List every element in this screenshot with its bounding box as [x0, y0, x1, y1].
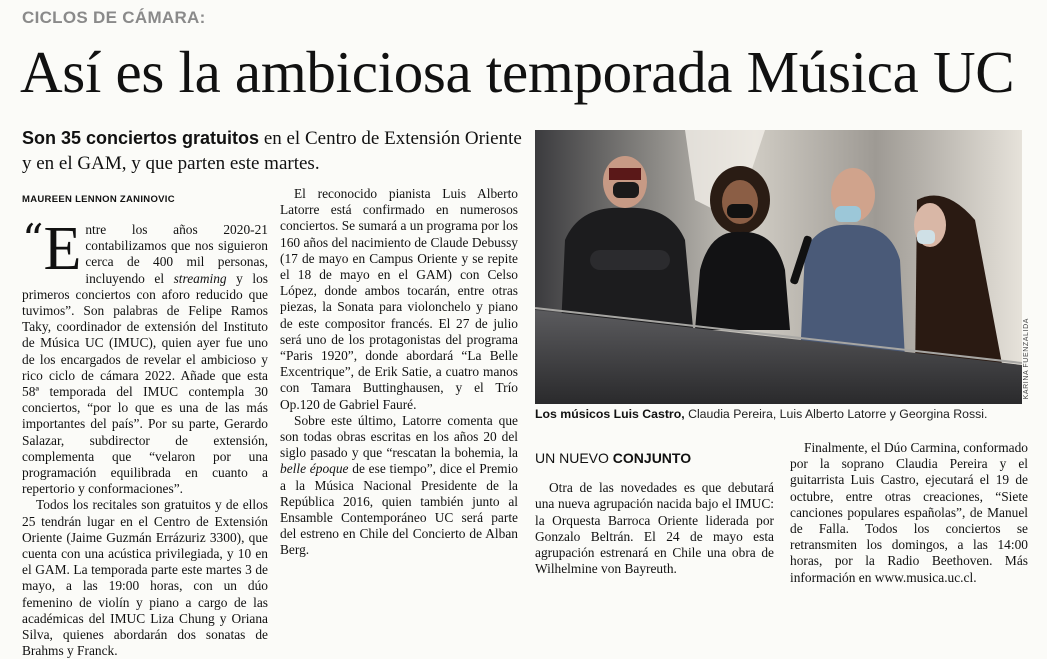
- musicians-photo: [535, 130, 1022, 404]
- paragraph-4-text-a: Sobre este último, Latorre comenta que son todas obras escritas en los años 20 del siglo pasado y que “rescatan la bohemia, la: [280, 412, 518, 461]
- byline: MAUREEN LENNON ZANINOVIC: [22, 194, 175, 205]
- section-kicker: CICLOS DE CÁMARA:: [22, 8, 206, 27]
- paragraph-1-emphasis: streaming: [173, 270, 227, 286]
- paragraph-4-text-b: de ese tiempo”, dice el Premio a la Música Nacional Presidente de la República 2016, quien también junto al Ensamble Contemporáneo UC será parte del estreno en Chile del Concierto de Alban Berg.: [280, 461, 518, 558]
- photo-credit: KARINA FUENZALIDA: [1023, 318, 1030, 400]
- caption-bold: Los músicos Luis Castro,: [535, 407, 685, 421]
- paragraph-5: Otra de las novedades es que debutará una nueva agrupación nacida bajo el IMUC: la Orquesta Barroca Oriente liderada por Gonzalo Beltrán. El 24 de mayo esta agrupación estrenará en Chile una obra de Wilhelmine von Bayreuth.: [535, 480, 774, 577]
- paragraph-1-text-b: y los primeros conciertos con aforo reducido que tuvimos”. Son palabras de Felipe Ramos Taky, coordinador de extensión del Instituto de Música UC (IMUC), quien ayer fue uno de los encargados de revelar el ambicioso y rico ciclo de cámara 2022. Añade que esta 58ª temporada del IMUC contempla 30 conciertos, “por lo que es una de las más importantes del país”. Por su parte, Gerardo Salazar, subdirector de extensión, complementa que “velaron por una programación equilibrada en cuanto a repertorio y conformaciones”.: [22, 270, 268, 497]
- lead-rest: en el Centro de Extensión Oriente y en el GAM, y que parten este martes.: [22, 128, 522, 174]
- paragraph-2: Todos los recitales son gratuitos y de ellos 25 tendrán lugar en el Centro de Extensión Oriente (Jaime Guzmán Errázuriz 3300), que cuenta con una acústica privilegiada, y 10 en el GAM. La temporada parte este martes 3 de mayo, a las 19:00 horas, con un dúo femenino de violín y piano a cargo de las académicas del IMUC Liza Chung y Oriana Silva, quienes abordarán dos sonatas de Brahms y Franck.: [22, 497, 268, 659]
- column-2: [280, 186, 518, 559]
- headline: Así es la ambiciosa temporada Música UC: [20, 39, 1015, 105]
- musicians-photo-illustration: [535, 130, 1022, 404]
- paragraph-4-emphasis: belle époque: [280, 461, 349, 477]
- photo-caption: [535, 407, 1035, 421]
- paragraph-4: [280, 413, 518, 559]
- caption-rest: Claudia Pereira, Luis Alberto Latorre y Georgina Rossi.: [684, 407, 988, 421]
- paragraph-3: El reconocido pianista Luis Alberto Latorre está confirmado en numerosos conciertos. Se sumará a un programa por los 160 años del nacimiento de Claude Debussy (17 de mayo en Campus Oriente y se repite el 18 de mayo en el GAM) con Celso López, donde ambos tocarán, entre otras piezas, la Sonata para violonchelo y piano de este compositor francés. El 27 de julio será uno de los protagonistas del programa “Paris 1920”, donde abordará “La Belle Excentrique”, de Erik Satie, a cuatro manos con Tamara Buttinghausen, y el Trío Op.120 de Gabriel Fauré.: [280, 186, 518, 412]
- subheading: [535, 450, 774, 466]
- subheading-light: UN NUEVO: [535, 450, 613, 466]
- subheading-bold: CONJUNTO: [612, 450, 692, 466]
- opening-quote-mark: “: [22, 215, 44, 264]
- drop-cap: E: [43, 215, 82, 283]
- column-4: [790, 440, 1028, 586]
- lead-paragraph: [22, 126, 527, 176]
- column-3: [535, 440, 774, 577]
- lead-bold: Son 35 conciertos gratuitos: [22, 128, 260, 148]
- paragraph-6: Finalmente, el Dúo Carmina, conformado por la soprano Claudia Pereira y el guitarrista Luis Castro, ejecutará el 19 de octubre, entre otras creaciones, “Siete canciones populares españolas”, de Manuel de Falla. Todos los conciertos se retransmiten los domingos, a las 14:00 horas, por la Radio Beethoven. Más información en www.musica.uc.cl.: [790, 440, 1028, 585]
- paragraph-1-text-a: ntre los años 2020-21 contabilizamos que nos siguieron cerca de 400 mil personas, incluyendo el: [85, 222, 268, 286]
- paragraph-1: [22, 215, 268, 497]
- column-1: [22, 215, 268, 659]
